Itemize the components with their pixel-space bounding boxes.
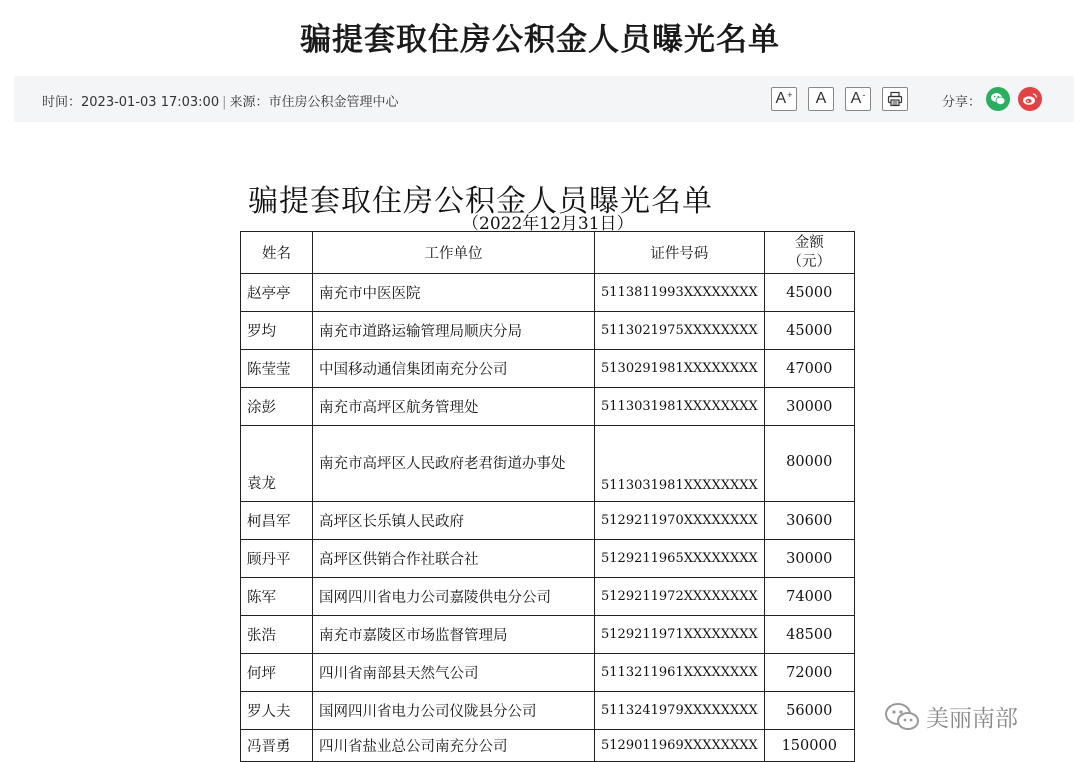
meta-separator: | xyxy=(222,95,227,110)
cell-unit: 南充市道路运输管理局顺庆分局 xyxy=(313,312,595,350)
cell-unit: 国网四川省电力公司嘉陵供电分公司 xyxy=(313,578,595,616)
watermark-text: 美丽南部 xyxy=(926,706,1018,732)
table-row xyxy=(241,312,855,350)
wechat-icon xyxy=(884,702,920,732)
cell-amount: 30600 xyxy=(764,502,854,540)
cell-id: 5129211972XXXXXXXX xyxy=(595,578,765,616)
cell-amount: 30000 xyxy=(764,388,854,426)
cell-name: 陈军 xyxy=(241,578,313,616)
wechat-icon xyxy=(990,92,1006,106)
cell-id: 5129211971XXXXXXXX xyxy=(595,616,765,654)
time-label: 时间： xyxy=(42,95,82,110)
cell-name: 赵亭亭 xyxy=(241,274,313,312)
font-increase-button[interactable]: A + xyxy=(771,87,797,111)
cell-unit: 高坪区供销合作社联合社 xyxy=(313,540,595,578)
cell-name: 何坪 xyxy=(241,654,313,692)
publish-time: 2023-01-03 17:03:00 xyxy=(81,95,220,110)
header-name: 姓名 xyxy=(241,232,313,274)
cell-amount: 80000 xyxy=(764,426,854,502)
weibo-icon xyxy=(1022,92,1038,106)
article-meta xyxy=(42,91,399,110)
table-row xyxy=(241,350,855,388)
cell-id: 5113811993XXXXXXXX xyxy=(595,274,765,312)
source-label: 来源： xyxy=(229,95,269,110)
table-row xyxy=(241,388,855,426)
exposure-table xyxy=(240,231,855,762)
printer-icon xyxy=(887,91,903,107)
cell-unit: 四川省盐业总公司南充分公司 xyxy=(313,730,595,762)
share-weibo-button[interactable] xyxy=(1018,87,1042,111)
table-row xyxy=(241,426,855,502)
cell-amount: 74000 xyxy=(764,578,854,616)
document-title: 骗提套取住房公积金人员曝光名单 xyxy=(248,184,713,219)
page-title: 骗提套取住房公积金人员曝光名单 xyxy=(300,22,780,58)
cell-id: 5129011969XXXXXXXX xyxy=(595,730,765,762)
cell-name: 冯晋勇 xyxy=(241,730,313,762)
source-value: 市住房公积金管理中心 xyxy=(268,95,399,110)
header-amount: 金额 （元） xyxy=(764,232,854,274)
cell-id: 5113241979XXXXXXXX xyxy=(595,692,765,730)
table-header-row xyxy=(241,232,855,274)
header-unit: 工作单位 xyxy=(313,232,595,274)
cell-unit: 南充市嘉陵区市场监督管理局 xyxy=(313,616,595,654)
table-row xyxy=(241,502,855,540)
table-row xyxy=(241,616,855,654)
cell-unit: 南充市高坪区航务管理处 xyxy=(313,388,595,426)
table-row xyxy=(241,274,855,312)
cell-name: 涂彭 xyxy=(241,388,313,426)
cell-id: 5113211961XXXXXXXX xyxy=(595,654,765,692)
meta-bar xyxy=(14,76,1074,122)
cell-name: 柯昌军 xyxy=(241,502,313,540)
cell-id: 5129211970XXXXXXXX xyxy=(595,502,765,540)
table-row xyxy=(241,578,855,616)
watermark xyxy=(884,700,1018,733)
cell-amount: 30000 xyxy=(764,540,854,578)
cell-id: 5129211965XXXXXXXX xyxy=(595,540,765,578)
cell-unit: 高坪区长乐镇人民政府 xyxy=(313,502,595,540)
document-date: （2022年12月31日） xyxy=(462,214,634,234)
table-row xyxy=(241,540,855,578)
cell-name: 顾丹平 xyxy=(241,540,313,578)
cell-amount: 45000 xyxy=(764,312,854,350)
font-decrease-button[interactable]: A - xyxy=(845,87,871,111)
cell-id: 5113031981XXXXXXXX xyxy=(595,388,765,426)
cell-unit: 四川省南部县天然气公司 xyxy=(313,654,595,692)
cell-unit: 南充市高坪区人民政府老君街道办事处 xyxy=(313,426,595,502)
cell-name: 罗人夫 xyxy=(241,692,313,730)
font-reset-button[interactable]: A xyxy=(808,87,834,111)
cell-amount: 56000 xyxy=(764,692,854,730)
cell-id: 5113021975XXXXXXXX xyxy=(595,312,765,350)
print-button[interactable] xyxy=(882,87,908,111)
cell-name: 张浩 xyxy=(241,616,313,654)
share-label: 分享： xyxy=(942,95,982,110)
table-row xyxy=(241,730,855,762)
cell-unit: 国网四川省电力公司仪陇县分公司 xyxy=(313,692,595,730)
cell-amount: 72000 xyxy=(764,654,854,692)
share-wechat-button[interactable] xyxy=(986,87,1010,111)
header-id: 证件号码 xyxy=(595,232,765,274)
cell-name: 袁龙 xyxy=(241,426,313,502)
cell-unit: 南充市中医医院 xyxy=(313,274,595,312)
cell-id: 5130291981XXXXXXXX xyxy=(595,350,765,388)
table-row xyxy=(241,692,855,730)
cell-amount: 45000 xyxy=(764,274,854,312)
cell-name: 陈莹莹 xyxy=(241,350,313,388)
cell-unit: 中国移动通信集团南充分公司 xyxy=(313,350,595,388)
table-row xyxy=(241,654,855,692)
cell-amount: 48500 xyxy=(764,616,854,654)
cell-amount: 47000 xyxy=(764,350,854,388)
cell-id: 5113031981XXXXXXXX xyxy=(595,426,765,502)
cell-amount: 150000 xyxy=(764,730,854,762)
cell-name: 罗均 xyxy=(241,312,313,350)
